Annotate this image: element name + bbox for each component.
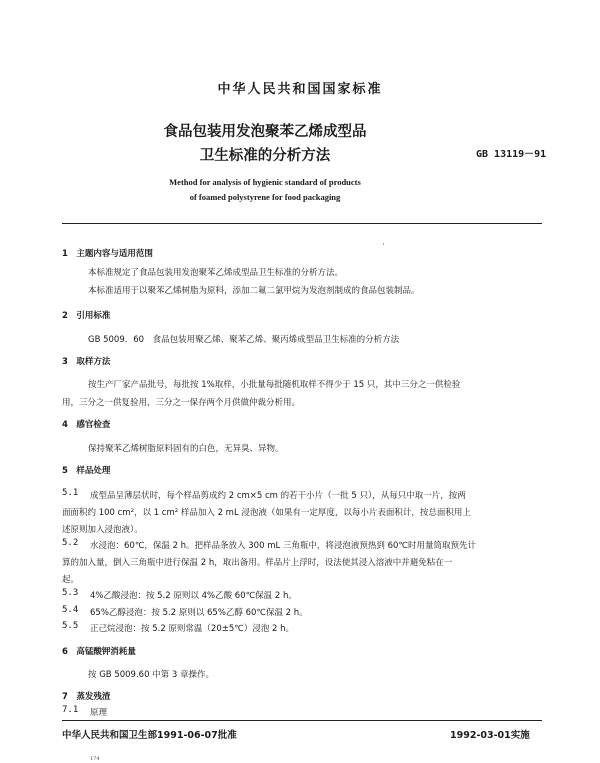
section-5-heading: 5 样品处理	[62, 466, 111, 476]
clause-5-3-text: 4%乙酸浸泡：按 5.2 原则以 4%乙酸 60℃保温 2 h。	[90, 591, 297, 601]
section-3-paragraph-line-1: 按生产厂家产品批号，每批按 1%取样，小批量每批随机取样不得少于 15 只，其中三分之一供检验	[88, 380, 461, 390]
clause-5-2-line-2: 算的加入量，倒入三角瓶中进行保温 2 h，取出备用。样品片上浮时，设法使其浸入溶液中并避免粘在一	[62, 558, 453, 568]
clause-5-5-number: 5.5	[62, 621, 79, 631]
clause-5-5-text: 正己烷浸泡：按 5.2 原则常温（20±5℃）浸泡 2 h。	[90, 624, 295, 634]
standard-code: GB 13119－91	[476, 149, 547, 160]
scan-mark: ·	[382, 240, 385, 250]
english-title-line-2: of foamed polystyrene for food packaging	[189, 192, 341, 202]
english-title-line-1: Method for analysis of hygienic standard of products	[169, 177, 361, 187]
document-title-line-2: 卫生标准的分析方法	[199, 148, 331, 164]
clause-5-3-number: 5.3	[62, 588, 79, 598]
clause-5-1-number: 5.1	[62, 488, 79, 498]
header-divider	[62, 223, 542, 224]
section-6-heading: 6 高锰酸钾消耗量	[62, 647, 136, 657]
clause-5-1-line-3: 述原则加入浸泡液）。	[62, 525, 143, 535]
section-7-heading: 7 蒸发残渣	[62, 692, 111, 702]
clause-5-2-line-3: 起。	[62, 575, 80, 585]
clause-5-1-line-2: 面面积约 100 cm²，以 1 cm² 样品加入 2 mL 浸泡液（如果有一定厚度，以每小片表面积计，按总面积用上	[62, 508, 471, 518]
section-2-reference: GB 5009．60 食品包装用聚乙烯、聚苯乙烯、聚丙烯成型品卫生标准的分析方法	[88, 335, 400, 345]
section-4-paragraph: 保持聚苯乙烯树脂原料固有的白色，无异臭、异物。	[88, 444, 284, 454]
section-2-heading: 2 引用标准	[62, 311, 111, 321]
section-1-paragraph-1: 本标准规定了食品包装用发泡聚苯乙烯成型品卫生标准的分析方法。	[88, 268, 344, 278]
section-1-paragraph-2: 本标准适用于以聚苯乙烯树脂为原料，添加二氟二氯甲烷为发泡剂制成的食品包装制品。	[88, 286, 420, 296]
clause-5-2-line-1: 水浸泡：60℃，保温 2 h。把样品条放入 300 mL 三角瓶中，将浸泡液预热到 60℃时用量筒取预先计	[90, 541, 476, 551]
clause-5-1-line-1: 成型品呈薄层状时，每个样品剪成约 2 cm×5 cm 的若干小片（一批 5 只），从每只中取一片，按两	[90, 491, 466, 501]
clause-7-1-text: 原理	[90, 708, 108, 718]
clause-5-4-text: 65%乙醇浸泡：按 5.2 原则以 65%乙醇 60℃保温 2 h。	[90, 608, 308, 618]
section-1-heading: 1 主题内容与适用范围	[62, 249, 153, 259]
implementation-date: 1992-03-01实施	[450, 730, 530, 741]
section-4-heading: 4 感官检查	[62, 420, 111, 430]
document-title-line-1: 食品包装用发泡聚苯乙烯成型品	[163, 124, 367, 140]
clause-7-1-number: 7.1	[62, 705, 79, 715]
approval-statement: 中华人民共和国卫生部1991-06-07批准	[62, 730, 237, 741]
section-3-paragraph-line-2: 用，三分之一供复验用，三分之一保存两个月供做仲裁分析用。	[62, 398, 301, 408]
clause-5-2-number: 5.2	[62, 538, 79, 548]
section-3-heading: 3 取样方法	[62, 357, 111, 367]
national-standard-heading: 中华人民共和国国家标准	[217, 82, 383, 97]
section-6-paragraph: 按 GB 5009.60 中第 3 章操作。	[88, 670, 214, 680]
footer-divider	[62, 720, 542, 721]
clause-5-4-number: 5.4	[62, 605, 79, 615]
page-number: 174	[90, 756, 100, 762]
